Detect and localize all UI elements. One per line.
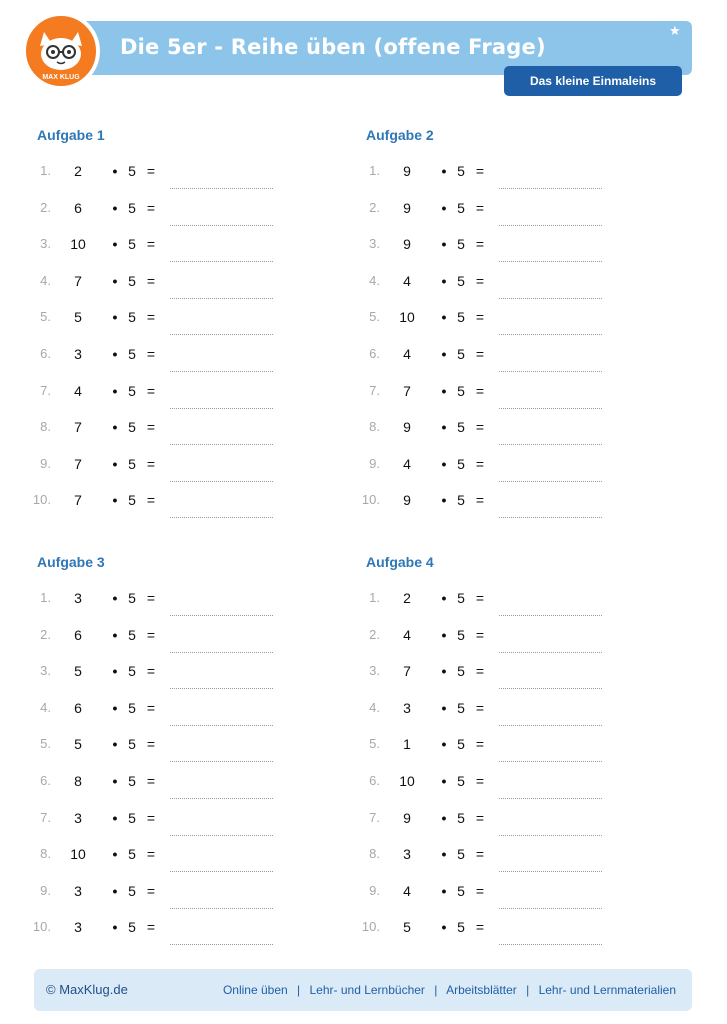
multiply-operator: • bbox=[112, 882, 118, 899]
answer-field[interactable] bbox=[170, 334, 273, 335]
factor-b: 5 bbox=[457, 736, 465, 753]
equals-sign: = bbox=[475, 163, 485, 179]
answer-field[interactable] bbox=[499, 871, 602, 872]
equals-sign: = bbox=[475, 809, 485, 826]
factor-a: 8 bbox=[74, 773, 82, 789]
multiply-operator: • bbox=[441, 773, 447, 789]
factor-a: 7 bbox=[74, 455, 82, 472]
factor-b: 5 bbox=[128, 272, 136, 289]
exercise-number: 10. bbox=[32, 919, 51, 935]
factor-a: 6 bbox=[74, 199, 82, 216]
factor-b: 5 bbox=[128, 699, 136, 716]
exercise-number: 3. bbox=[40, 236, 51, 252]
multiply-operator: • bbox=[441, 882, 447, 899]
exercise-row bbox=[356, 383, 606, 407]
factor-a: 5 bbox=[403, 919, 411, 936]
exercise-row bbox=[27, 492, 277, 516]
factor-a: 3 bbox=[74, 919, 82, 936]
answer-field[interactable] bbox=[170, 871, 273, 872]
equals-sign: = bbox=[146, 272, 156, 289]
exercise-row bbox=[356, 627, 606, 651]
factor-b: 5 bbox=[128, 919, 136, 936]
factor-b: 5 bbox=[457, 419, 465, 436]
footer-copyright: © MaxKlug.de bbox=[46, 982, 128, 997]
answer-field[interactable] bbox=[499, 835, 602, 836]
factor-a: 9 bbox=[403, 199, 411, 216]
exercise-number: 1. bbox=[369, 590, 380, 605]
factor-b: 5 bbox=[457, 455, 465, 472]
answer-field[interactable] bbox=[170, 481, 273, 482]
factor-b: 5 bbox=[128, 846, 136, 863]
equals-sign: = bbox=[475, 590, 485, 606]
exercise-row bbox=[27, 919, 277, 943]
multiply-operator: • bbox=[441, 590, 447, 606]
section-title: Aufgabe 4 bbox=[366, 554, 434, 570]
answer-field[interactable] bbox=[499, 188, 602, 189]
factor-a: 9 bbox=[403, 163, 411, 179]
factor-b: 5 bbox=[457, 272, 465, 289]
factor-a: 10 bbox=[399, 773, 415, 789]
factor-a: 4 bbox=[403, 626, 411, 643]
answer-field[interactable] bbox=[170, 761, 273, 762]
factor-b: 5 bbox=[457, 919, 465, 936]
multiply-operator: • bbox=[112, 809, 118, 826]
factor-a: 3 bbox=[403, 699, 411, 716]
exercise-number: 9. bbox=[40, 455, 51, 471]
exercise-number: 7. bbox=[369, 382, 380, 398]
factor-b: 5 bbox=[128, 236, 136, 253]
footer-link-materials[interactable]: Lehr- und Lernmaterialien bbox=[538, 983, 676, 997]
equals-sign: = bbox=[146, 590, 156, 606]
factor-a: 7 bbox=[74, 492, 82, 509]
factor-b: 5 bbox=[128, 199, 136, 216]
exercise-number: 7. bbox=[40, 809, 51, 825]
factor-b: 5 bbox=[457, 809, 465, 826]
exercise-number: 8. bbox=[40, 419, 51, 435]
answer-field[interactable] bbox=[170, 298, 273, 299]
exercise-row bbox=[356, 419, 606, 443]
exercise-number: 3. bbox=[40, 663, 51, 679]
multiply-operator: • bbox=[112, 699, 118, 716]
factor-a: 2 bbox=[74, 163, 82, 179]
equals-sign: = bbox=[475, 773, 485, 789]
factor-a: 4 bbox=[403, 455, 411, 472]
equals-sign: = bbox=[146, 346, 156, 362]
exercise-number: 10. bbox=[361, 492, 380, 508]
equals-sign: = bbox=[146, 236, 156, 253]
equals-sign: = bbox=[475, 199, 485, 216]
equals-sign: = bbox=[475, 492, 485, 509]
exercise-row bbox=[27, 736, 277, 760]
equals-sign: = bbox=[146, 199, 156, 216]
exercise-row bbox=[356, 456, 606, 480]
exercise-number: 5. bbox=[369, 309, 380, 325]
multiply-operator: • bbox=[112, 455, 118, 472]
factor-a: 1 bbox=[403, 736, 411, 753]
footer-separator: | bbox=[297, 983, 301, 997]
exercise-row bbox=[27, 846, 277, 870]
exercise-number: 5. bbox=[40, 309, 51, 325]
answer-field[interactable] bbox=[170, 688, 273, 689]
section-title: Aufgabe 2 bbox=[366, 127, 434, 143]
answer-field[interactable] bbox=[499, 908, 602, 909]
exercise-row bbox=[356, 810, 606, 834]
equals-sign: = bbox=[475, 419, 485, 436]
multiply-operator: • bbox=[112, 773, 118, 789]
answer-field[interactable] bbox=[170, 944, 273, 945]
exercise-row bbox=[27, 883, 277, 907]
multiply-operator: • bbox=[112, 163, 118, 179]
factor-b: 5 bbox=[128, 773, 136, 789]
multiply-operator: • bbox=[441, 663, 447, 680]
exercise-number: 4. bbox=[369, 699, 380, 715]
answer-field[interactable] bbox=[170, 615, 273, 616]
exercise-number: 1. bbox=[40, 590, 51, 605]
exercise-number: 8. bbox=[369, 419, 380, 435]
multiply-operator: • bbox=[441, 736, 447, 753]
exercise-number: 4. bbox=[40, 699, 51, 715]
multiply-operator: • bbox=[441, 626, 447, 643]
factor-b: 5 bbox=[128, 626, 136, 643]
exercise-row bbox=[27, 309, 277, 333]
footer-link-online[interactable]: Online üben bbox=[222, 983, 288, 997]
factor-a: 7 bbox=[403, 663, 411, 680]
factor-a: 10 bbox=[70, 236, 86, 253]
equals-sign: = bbox=[146, 736, 156, 753]
exercise-number: 9. bbox=[369, 455, 380, 471]
section-title: Aufgabe 1 bbox=[37, 127, 105, 143]
factor-b: 5 bbox=[128, 590, 136, 606]
factor-a: 6 bbox=[74, 699, 82, 716]
factor-b: 5 bbox=[128, 736, 136, 753]
exercise-number: 4. bbox=[40, 272, 51, 288]
multiply-operator: • bbox=[441, 163, 447, 179]
factor-a: 9 bbox=[403, 419, 411, 436]
factor-a: 9 bbox=[403, 236, 411, 253]
exercise-row bbox=[356, 346, 606, 370]
answer-field[interactable] bbox=[499, 517, 602, 518]
multiply-operator: • bbox=[112, 663, 118, 680]
exercise-number: 2. bbox=[40, 199, 51, 215]
footer bbox=[34, 969, 692, 1011]
factor-b: 5 bbox=[128, 382, 136, 399]
exercise-number: 5. bbox=[369, 736, 380, 752]
equals-sign: = bbox=[146, 663, 156, 680]
factor-a: 5 bbox=[74, 663, 82, 680]
exercise-number: 3. bbox=[369, 236, 380, 252]
exercise-row bbox=[27, 456, 277, 480]
exercise-number: 9. bbox=[369, 882, 380, 898]
answer-field[interactable] bbox=[170, 652, 273, 653]
factor-a: 3 bbox=[74, 346, 82, 362]
factor-b: 5 bbox=[457, 309, 465, 326]
answer-field[interactable] bbox=[499, 261, 602, 262]
factor-b: 5 bbox=[457, 163, 465, 179]
answer-field[interactable] bbox=[499, 334, 602, 335]
factor-a: 7 bbox=[403, 382, 411, 399]
exercise-number: 1. bbox=[369, 163, 380, 178]
factor-b: 5 bbox=[128, 163, 136, 179]
equals-sign: = bbox=[475, 309, 485, 326]
answer-field[interactable] bbox=[170, 725, 273, 726]
answer-field[interactable] bbox=[170, 225, 273, 226]
answer-field[interactable] bbox=[170, 835, 273, 836]
factor-b: 5 bbox=[457, 382, 465, 399]
exercise-number: 8. bbox=[369, 846, 380, 862]
footer-links bbox=[223, 983, 676, 997]
exercise-number: 7. bbox=[40, 382, 51, 398]
factor-b: 5 bbox=[128, 809, 136, 826]
factor-a: 10 bbox=[70, 846, 86, 863]
logo-text: MAX KLUG bbox=[42, 74, 80, 81]
factor-b: 5 bbox=[457, 199, 465, 216]
multiply-operator: • bbox=[441, 309, 447, 326]
answer-field[interactable] bbox=[499, 298, 602, 299]
page-title: Die 5er - Reihe üben (offene Frage) bbox=[120, 35, 546, 59]
exercise-number: 10. bbox=[32, 492, 51, 508]
factor-b: 5 bbox=[457, 663, 465, 680]
answer-field[interactable] bbox=[170, 517, 273, 518]
multiply-operator: • bbox=[112, 846, 118, 863]
equals-sign: = bbox=[475, 846, 485, 863]
exercise-number: 10. bbox=[361, 919, 380, 935]
equals-sign: = bbox=[146, 163, 156, 179]
exercise-row bbox=[27, 273, 277, 297]
answer-field[interactable] bbox=[499, 944, 602, 945]
subtitle-badge[interactable]: Das kleine Einmaleins bbox=[504, 66, 682, 96]
answer-field[interactable] bbox=[499, 481, 602, 482]
star-icon: ★ bbox=[669, 23, 681, 38]
factor-b: 5 bbox=[457, 346, 465, 362]
multiply-operator: • bbox=[441, 199, 447, 216]
multiply-operator: • bbox=[441, 382, 447, 399]
answer-field[interactable] bbox=[170, 261, 273, 262]
factor-b: 5 bbox=[457, 846, 465, 863]
factor-a: 5 bbox=[74, 309, 82, 326]
answer-field[interactable] bbox=[170, 444, 273, 445]
factor-b: 5 bbox=[457, 699, 465, 716]
multiply-operator: • bbox=[112, 492, 118, 509]
equals-sign: = bbox=[146, 699, 156, 716]
multiply-operator: • bbox=[441, 272, 447, 289]
answer-field[interactable] bbox=[499, 652, 602, 653]
factor-a: 4 bbox=[403, 272, 411, 289]
exercise-row bbox=[356, 846, 606, 870]
equals-sign: = bbox=[475, 919, 485, 936]
multiply-operator: • bbox=[112, 590, 118, 606]
exercise-row bbox=[27, 663, 277, 687]
exercise-row bbox=[356, 773, 606, 797]
multiply-operator: • bbox=[112, 199, 118, 216]
exercise-row bbox=[27, 773, 277, 797]
multiply-operator: • bbox=[441, 419, 447, 436]
multiply-operator: • bbox=[112, 382, 118, 399]
exercise-number: 3. bbox=[369, 663, 380, 679]
answer-field[interactable] bbox=[170, 908, 273, 909]
multiply-operator: • bbox=[441, 455, 447, 472]
factor-b: 5 bbox=[457, 882, 465, 899]
answer-field[interactable] bbox=[170, 798, 273, 799]
equals-sign: = bbox=[475, 882, 485, 899]
factor-a: 3 bbox=[74, 809, 82, 826]
factor-b: 5 bbox=[457, 773, 465, 789]
exercise-row bbox=[356, 590, 606, 614]
answer-field[interactable] bbox=[170, 408, 273, 409]
exercise-row bbox=[27, 627, 277, 651]
multiply-operator: • bbox=[441, 236, 447, 253]
section-title: Aufgabe 3 bbox=[37, 554, 105, 570]
equals-sign: = bbox=[475, 699, 485, 716]
factor-b: 5 bbox=[457, 626, 465, 643]
exercise-number: 6. bbox=[369, 773, 380, 788]
exercise-row bbox=[27, 236, 277, 260]
equals-sign: = bbox=[475, 455, 485, 472]
answer-field[interactable] bbox=[170, 371, 273, 372]
answer-field[interactable] bbox=[499, 225, 602, 226]
factor-b: 5 bbox=[128, 309, 136, 326]
answer-field[interactable] bbox=[499, 408, 602, 409]
exercise-row bbox=[27, 590, 277, 614]
exercise-row bbox=[356, 883, 606, 907]
equals-sign: = bbox=[146, 919, 156, 936]
factor-b: 5 bbox=[128, 492, 136, 509]
equals-sign: = bbox=[146, 419, 156, 436]
factor-a: 9 bbox=[403, 809, 411, 826]
multiply-operator: • bbox=[441, 919, 447, 936]
multiply-operator: • bbox=[112, 346, 118, 362]
exercise-row bbox=[356, 919, 606, 943]
factor-b: 5 bbox=[457, 492, 465, 509]
multiply-operator: • bbox=[112, 236, 118, 253]
footer-separator: | bbox=[434, 983, 438, 997]
exercise-row bbox=[27, 200, 277, 224]
factor-a: 7 bbox=[74, 419, 82, 436]
exercise-number: 9. bbox=[40, 882, 51, 898]
equals-sign: = bbox=[146, 309, 156, 326]
exercise-row bbox=[356, 663, 606, 687]
exercise-row bbox=[356, 309, 606, 333]
exercise-row bbox=[356, 273, 606, 297]
factor-a: 3 bbox=[403, 846, 411, 863]
exercise-row bbox=[356, 700, 606, 724]
exercise-number: 7. bbox=[369, 809, 380, 825]
answer-field[interactable] bbox=[499, 761, 602, 762]
factor-a: 5 bbox=[74, 736, 82, 753]
equals-sign: = bbox=[146, 882, 156, 899]
exercise-row bbox=[27, 383, 277, 407]
exercise-row bbox=[356, 736, 606, 760]
factor-a: 4 bbox=[403, 882, 411, 899]
equals-sign: = bbox=[475, 272, 485, 289]
factor-b: 5 bbox=[128, 346, 136, 362]
exercise-row bbox=[27, 700, 277, 724]
exercise-row bbox=[27, 810, 277, 834]
exercise-row bbox=[27, 346, 277, 370]
footer-link-worksheets[interactable]: Arbeitsblätter bbox=[446, 983, 517, 997]
factor-a: 2 bbox=[403, 590, 411, 606]
exercise-number: 4. bbox=[369, 272, 380, 288]
exercise-row bbox=[356, 236, 606, 260]
factor-a: 6 bbox=[74, 626, 82, 643]
factor-a: 4 bbox=[74, 382, 82, 399]
equals-sign: = bbox=[475, 626, 485, 643]
multiply-operator: • bbox=[441, 346, 447, 362]
factor-b: 5 bbox=[128, 663, 136, 680]
equals-sign: = bbox=[475, 736, 485, 753]
multiply-operator: • bbox=[112, 419, 118, 436]
equals-sign: = bbox=[146, 382, 156, 399]
answer-field[interactable] bbox=[499, 615, 602, 616]
exercise-row bbox=[356, 492, 606, 516]
factor-a: 3 bbox=[74, 590, 82, 606]
exercise-number: 6. bbox=[369, 346, 380, 361]
equals-sign: = bbox=[475, 346, 485, 362]
answer-field[interactable] bbox=[499, 798, 602, 799]
maxklug-logo bbox=[22, 12, 100, 90]
answer-field[interactable] bbox=[499, 688, 602, 689]
exercise-number: 1. bbox=[40, 163, 51, 178]
factor-b: 5 bbox=[128, 455, 136, 472]
exercise-number: 2. bbox=[40, 626, 51, 642]
multiply-operator: • bbox=[112, 626, 118, 643]
answer-field[interactable] bbox=[170, 188, 273, 189]
equals-sign: = bbox=[475, 382, 485, 399]
equals-sign: = bbox=[475, 663, 485, 680]
multiply-operator: • bbox=[112, 736, 118, 753]
exercise-number: 8. bbox=[40, 846, 51, 862]
multiply-operator: • bbox=[441, 809, 447, 826]
multiply-operator: • bbox=[441, 492, 447, 509]
answer-field[interactable] bbox=[499, 371, 602, 372]
exercise-number: 5. bbox=[40, 736, 51, 752]
exercise-number: 6. bbox=[40, 773, 51, 788]
answer-field[interactable] bbox=[499, 725, 602, 726]
equals-sign: = bbox=[146, 846, 156, 863]
factor-a: 4 bbox=[403, 346, 411, 362]
multiply-operator: • bbox=[112, 919, 118, 936]
multiply-operator: • bbox=[112, 272, 118, 289]
equals-sign: = bbox=[146, 455, 156, 472]
multiply-operator: • bbox=[441, 846, 447, 863]
exercise-row bbox=[27, 419, 277, 443]
footer-link-books[interactable]: Lehr- und Lernbücher bbox=[309, 983, 425, 997]
factor-b: 5 bbox=[457, 236, 465, 253]
multiply-operator: • bbox=[112, 309, 118, 326]
exercise-number: 2. bbox=[369, 626, 380, 642]
exercise-row bbox=[356, 163, 606, 187]
factor-a: 3 bbox=[74, 882, 82, 899]
factor-b: 5 bbox=[128, 419, 136, 436]
factor-b: 5 bbox=[128, 882, 136, 899]
factor-a: 10 bbox=[399, 309, 415, 326]
exercise-number: 6. bbox=[40, 346, 51, 361]
exercise-row bbox=[27, 163, 277, 187]
footer-separator: | bbox=[526, 983, 530, 997]
equals-sign: = bbox=[475, 236, 485, 253]
factor-a: 7 bbox=[74, 272, 82, 289]
exercise-row bbox=[356, 200, 606, 224]
equals-sign: = bbox=[146, 626, 156, 643]
equals-sign: = bbox=[146, 809, 156, 826]
factor-a: 9 bbox=[403, 492, 411, 509]
factor-b: 5 bbox=[457, 590, 465, 606]
answer-field[interactable] bbox=[499, 444, 602, 445]
exercise-number: 2. bbox=[369, 199, 380, 215]
equals-sign: = bbox=[146, 773, 156, 789]
equals-sign: = bbox=[146, 492, 156, 509]
multiply-operator: • bbox=[441, 699, 447, 716]
